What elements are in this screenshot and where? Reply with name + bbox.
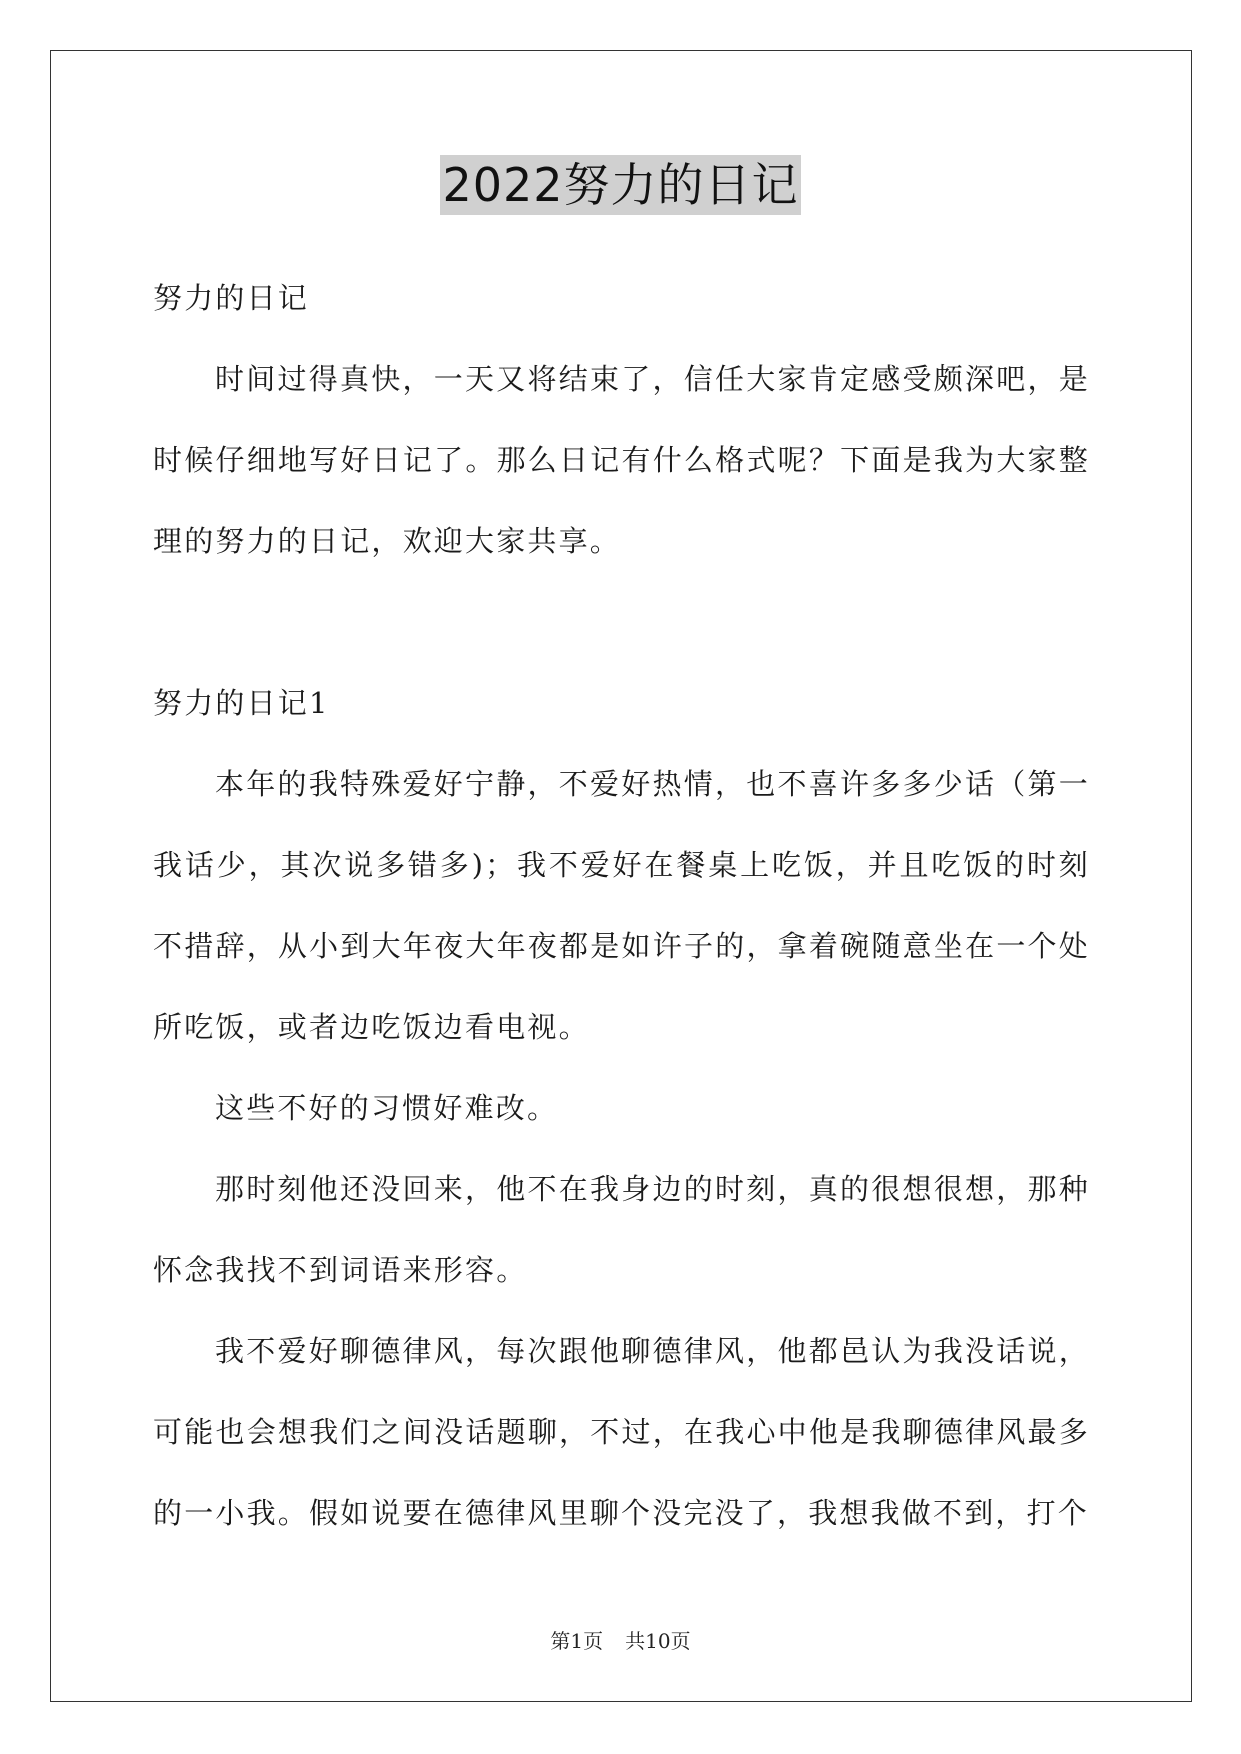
title-container <box>0 155 1241 215</box>
page-footer <box>0 1625 1241 1654</box>
paragraph: 时间过得真快，一天又将结束了，信任大家肯定感受颇深吧，是时候仔细地写好日记了。那么日记有什么格式呢？下面是我为大家整理的努力的日记，欢迎大家共享。 <box>153 362 1090 558</box>
paragraph: 那时刻他还没回来，他不在我身边的时刻，真的很想很想，那种怀念我找不到词语来形容。 <box>153 1172 1090 1287</box>
page-number: 第1页 <box>550 1629 604 1653</box>
page-total: 共10页 <box>625 1629 691 1653</box>
paragraph: 我不爱好聊德律风，每次跟他聊德律风，他都邑认为我没话说，可能也会想我们之间没话题聊，不过，在我心中他是我聊德律风最多的一小我。假如说要在德律风里聊个没完没了，我想我做不到，打个 <box>153 1334 1090 1530</box>
blank-line <box>153 582 1090 663</box>
paragraph: 本年的我特殊爱好宁静，不爱好热情，也不喜许多多少话（第一我话少，其次说多错多)；我不爱好在餐桌上吃饭，并且吃饭的时刻不措辞，从小到大年夜大年夜都是如许子的，拿着碗随意坐在一个处所吃饭，或者边吃饭边看电视。 <box>153 767 1090 1044</box>
section-heading: 努力的日记 <box>153 281 310 315</box>
paragraph: 这些不好的习惯好难改。 <box>215 1091 559 1125</box>
document-body <box>153 258 1090 1554</box>
section-heading: 努力的日记1 <box>153 686 330 720</box>
document-title: 2022努力的日记 <box>440 155 800 215</box>
